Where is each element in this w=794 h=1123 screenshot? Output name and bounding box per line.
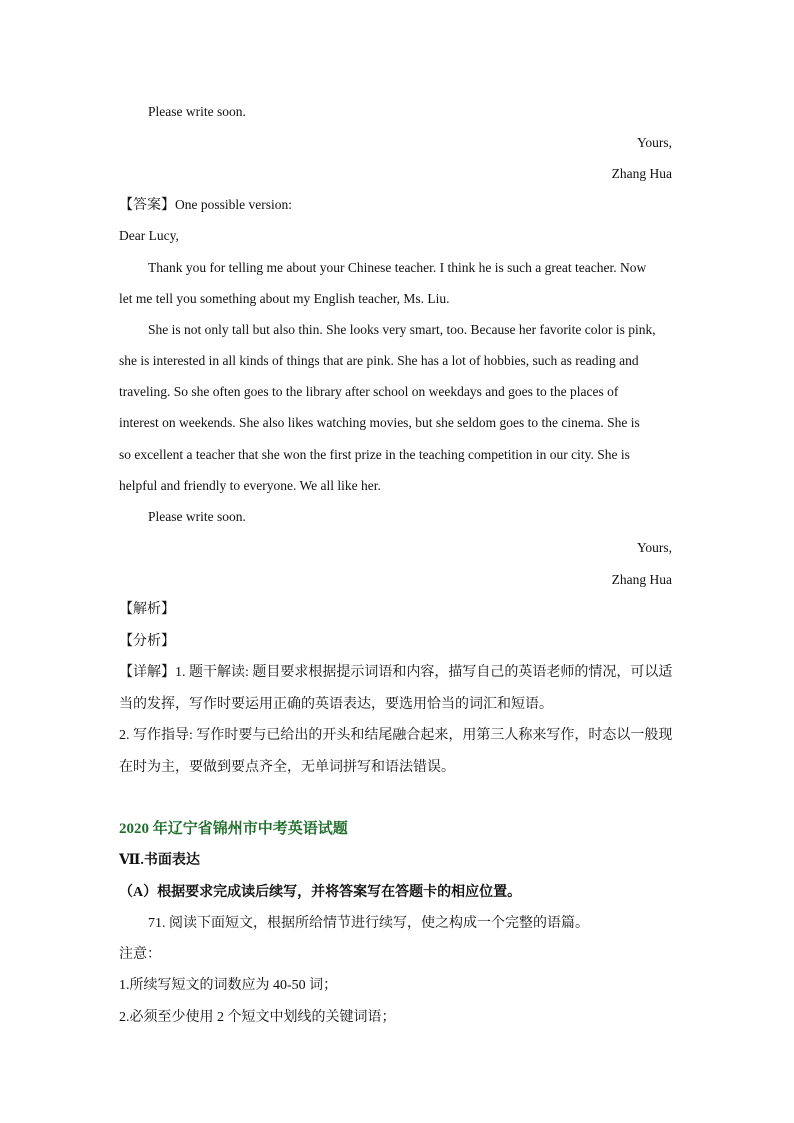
answer-line: Thank you for telling me about your Chinese teacher. I think he is such a great teacher. Now (148, 260, 647, 275)
analysis-jiexi: 【解析】 (119, 602, 175, 617)
note-label: 注意： (119, 947, 161, 962)
answer-signature: Zhang Hua (611, 572, 672, 587)
section-title: 2020 年辽宁省锦州市中考英语试题 (119, 821, 348, 837)
answer-line: traveling. So she often goes to the library after school on weekdays and goes to the places of (119, 384, 619, 399)
answer-line: let me tell you something about my English teacher, Ms. Liu. (119, 291, 450, 306)
analysis-detail-line: 2. 写作指导: 写作时要与已给出的开头和结尾融合起来，用第三人称来写作，时态以一般现 (119, 728, 673, 743)
note-item: 2.必须至少使用 2 个短文中划线的关键词语； (119, 1010, 396, 1025)
section-sub: （A）根据要求完成读后续写，并将答案写在答题卡的相应位置。 (119, 885, 522, 900)
letter-signature: Zhang Hua (611, 166, 672, 181)
answer-line: helpful and friendly to everyone. We all like her. (119, 478, 381, 493)
analysis-detail-line: 【详解】1. 题干解读: 题目要求根据提示词语和内容，描写自己的英语老师的情况，可以适 (119, 665, 673, 680)
analysis-detail-line: 在时为主，要做到要点齐全，无单词拼写和语法错误。 (119, 760, 455, 775)
analysis-fenxi: 【分析】 (119, 634, 175, 649)
answer-closing: Please write soon. (148, 509, 246, 524)
answer-line: so excellent a teacher that she won the first prize in the teaching competition in our city. She is (119, 447, 630, 462)
answer-intro: One possible version: (175, 197, 292, 212)
letter-closing: Please write soon. (148, 104, 246, 119)
answer-line: She is not only tall but also thin. She looks very smart, too. Because her favorite color is pink, (148, 322, 656, 337)
question-71: 71. 阅读下面短文，根据所给情节进行续写，使之构成一个完整的语篇。 (148, 916, 589, 931)
answer-header (119, 196, 292, 215)
answer-greeting: Dear Lucy, (119, 228, 179, 243)
note-item: 1.所续写短文的词数应为 40-50 词； (119, 978, 338, 993)
section-part: Ⅶ.书面表达 (119, 853, 200, 868)
answer-line: interest on weekends. She also likes watching movies, but she seldom goes to the cinema. She is (119, 415, 640, 430)
answer-yours: Yours, (636, 540, 672, 555)
letter-yours: Yours, (636, 135, 672, 150)
answer-tag: 【答案】 (119, 198, 175, 213)
answer-line: she is interested in all kinds of things that are pink. She has a lot of hobbies, such as reading and (119, 353, 639, 368)
analysis-detail-line: 当的发挥，写作时要运用正确的英语表达，要选用恰当的词汇和短语。 (119, 697, 553, 712)
